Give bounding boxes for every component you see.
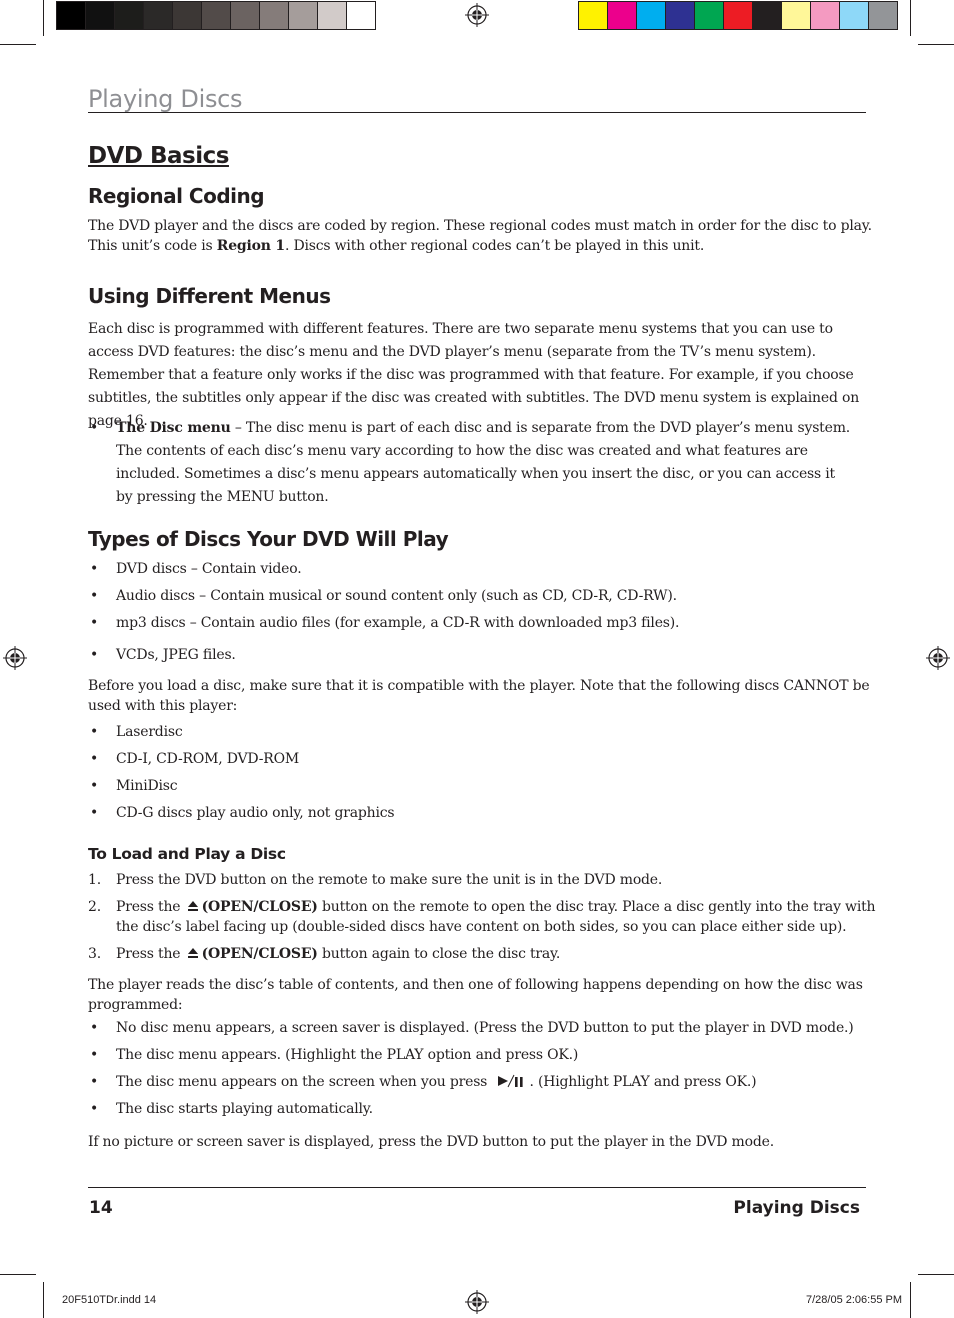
regional-coding-heading: Regional Coding (88, 184, 265, 208)
list-item: • The disc starts playing automatically. (88, 1099, 880, 1120)
grayscale-color-bar (56, 1, 376, 30)
color-swatch (172, 2, 201, 29)
after-loading-note: The player reads the disc’s table of contents, and then one of following happens depending on how the disc was programmed: (88, 977, 863, 1013)
outcome-list (88, 1018, 880, 1120)
section-title: DVD Basics (88, 143, 229, 169)
regional-line-2: This unit’s code is Region 1. Discs with other regional codes can’t be played in this unit. (88, 238, 705, 254)
list-item: • DVD discs – Contain video. (88, 559, 880, 580)
disc-menu-term: The Disc menu (116, 420, 231, 436)
color-swatch (114, 2, 143, 29)
compatibility-note: Before you load a disc, make sure that it is compatible with the player. Note that the following discs CANNOT be used with this player: (88, 678, 870, 714)
color-swatch (694, 2, 723, 29)
list-item: • Laserdisc (88, 722, 880, 743)
crop-mark (918, 44, 954, 45)
page-title: Playing Discs (88, 84, 866, 113)
step-item: 3. Press the (OPEN/CLOSE) button again to close the disc tray. (88, 946, 561, 962)
color-swatch (723, 2, 752, 29)
crop-mark (43, 1282, 44, 1318)
step-item: 2. Press the (OPEN/CLOSE) button on the remote to open the disc tray. Place a disc gently into the tray with the disc’s label facing up (double-sided discs have content on both sides, so you can place either side up). (88, 899, 876, 935)
registration-mark-icon (926, 646, 950, 670)
color-swatch (752, 2, 781, 29)
load-steps (88, 870, 880, 964)
step-item: 1. Press the DVD button on the remote to make sure the unit is in the DVD mode. (88, 872, 663, 888)
list-item: • CD-G discs play audio only, not graphics (88, 803, 880, 824)
color-swatch (839, 2, 868, 29)
load-disc-heading: To Load and Play a Disc (88, 845, 286, 863)
crop-mark (918, 1274, 954, 1275)
color-swatch (636, 2, 665, 29)
print-slug-date: 7/28/05 2:06:55 PM (805, 1294, 902, 1306)
color-swatch (143, 2, 172, 29)
regional-coding-paragraph (88, 216, 880, 256)
list-item: • mp3 discs – Contain audio files (for example, a CD-R with downloaded mp3 files). (88, 613, 880, 634)
crop-mark (0, 44, 36, 45)
footer-rule (88, 1187, 866, 1188)
color-swatch (259, 2, 288, 29)
list-item: • VCDs, JPEG files. (88, 645, 880, 666)
process-color-bar (578, 1, 898, 30)
color-swatch (201, 2, 230, 29)
crop-mark (910, 0, 911, 36)
color-swatch (781, 2, 810, 29)
color-swatch (57, 2, 85, 29)
playable-disc-list (88, 559, 880, 666)
incompatible-disc-list (88, 722, 880, 824)
color-swatch (85, 2, 114, 29)
registration-mark-icon (3, 646, 27, 670)
region-code: Region 1 (216, 238, 285, 254)
crop-mark (0, 1274, 36, 1275)
color-swatch (579, 2, 607, 29)
list-item: • The disc menu appears on the screen when you press . (Highlight PLAY and press OK.) (88, 1072, 880, 1093)
page-number: 14 (89, 1198, 113, 1218)
color-swatch (810, 2, 839, 29)
crop-mark (43, 0, 44, 36)
color-swatch (665, 2, 694, 29)
regional-line-1: The DVD player and the discs are coded by region. These regional codes must match in order for the disc to play. (88, 218, 872, 234)
crop-mark (910, 1282, 911, 1318)
eject-icon (187, 947, 199, 959)
print-slug-file: 20F510TDr.indd 14 (62, 1294, 157, 1306)
eject-icon (187, 900, 199, 912)
color-swatch (346, 2, 375, 29)
registration-mark-icon (465, 1290, 489, 1314)
list-item: • Audio discs – Contain musical or sound content only (such as CD, CD-R, CD-RW). (88, 586, 880, 607)
disc-menu-bullet: • The Disc menu – The disc menu is part of each disc and is separate from the DVD player’s menu system. The contents of each disc’s menu vary according to how the disc was created and what features are included. Sometimes a disc’s menu appears automatically when you insert the disc, or you can access it by pressing the MENU button. (88, 417, 878, 509)
list-item: • The disc menu appears. (Highlight the PLAY option and press OK.) (88, 1045, 880, 1066)
color-swatch (288, 2, 317, 29)
color-swatch (230, 2, 259, 29)
final-note: If no picture or screen saver is displayed, press the DVD button to put the player in the DVD mode. (88, 1134, 774, 1150)
color-swatch (317, 2, 346, 29)
play-pause-icon (493, 1074, 527, 1088)
list-item: • MiniDisc (88, 776, 880, 797)
color-swatch (607, 2, 636, 29)
registration-mark-icon (465, 3, 489, 27)
color-swatch (868, 2, 897, 29)
menus-heading: Using Different Menus (88, 284, 331, 308)
list-item: • No disc menu appears, a screen saver is displayed. (Press the DVD button to put the player in DVD mode.) (88, 1018, 880, 1039)
types-heading: Types of Discs Your DVD Will Play (88, 527, 449, 551)
list-item: • CD-I, CD-ROM, DVD-ROM (88, 749, 880, 770)
footer-section-title: Playing Discs (733, 1198, 860, 1218)
menus-paragraph: Each disc is programmed with different features. There are two separate menu systems that you can use to access DVD features: the disc’s menu and the DVD player’s menu (separate from the TV’s menu system). Remember that a feature only works if the disc was programmed with that feature. For example, if you choose subtitles, the subtitles only appear if the disc was created with subtitles. The DVD menu system is explained on page 16. (88, 321, 860, 429)
